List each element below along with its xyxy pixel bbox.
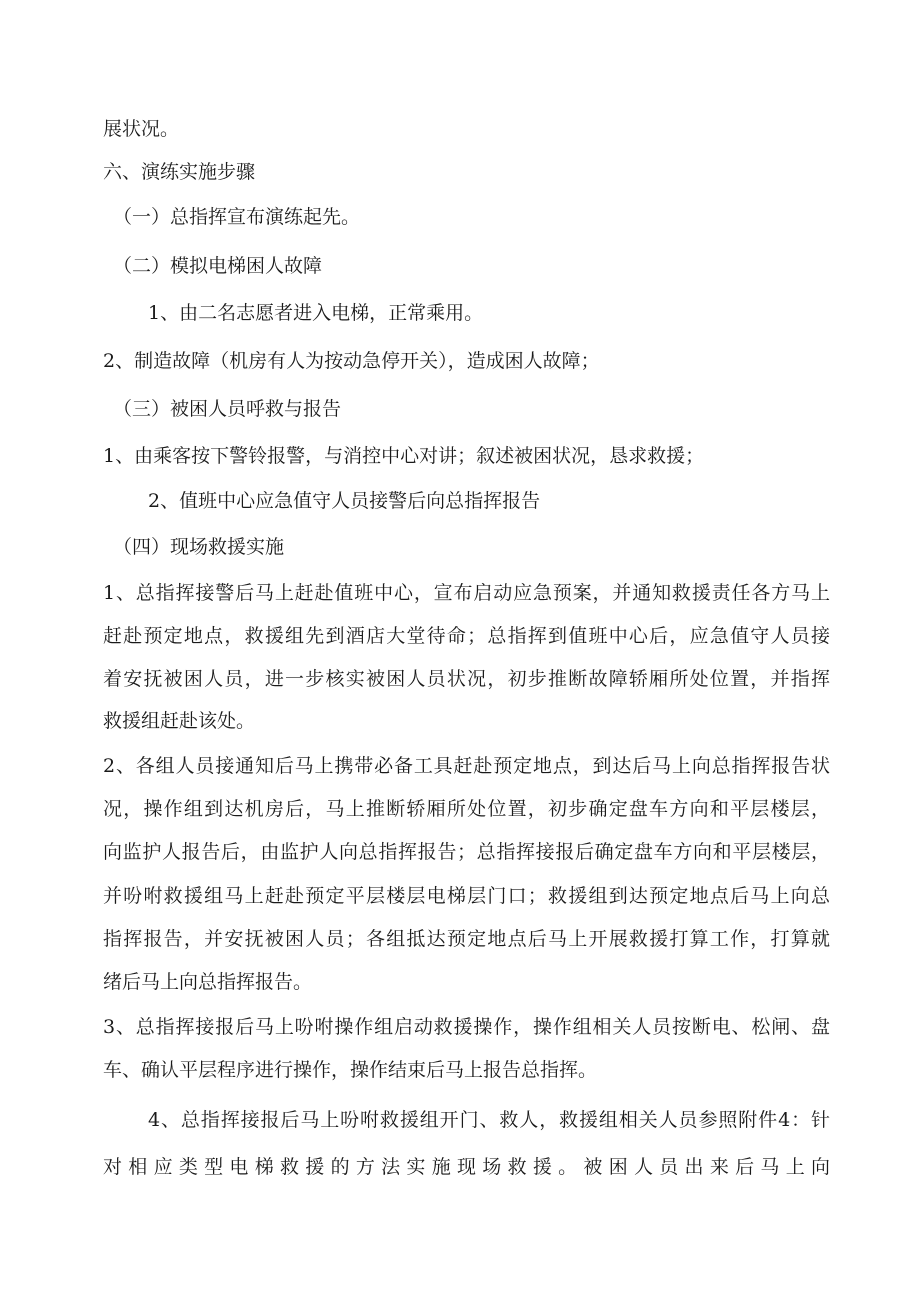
paragraph-line: 指挥报告，并安抚被困人员；各组抵达预定地点后马上开展救援打算工作，打算就 (103, 928, 830, 950)
paragraph-line: 1、总指挥接警后马上赶赴值班中心，宣布启动应急预案，并通知救援责任各方马上 (103, 582, 830, 604)
subsection-heading: （四）现场救援实施 (113, 536, 285, 558)
paragraph-line: 车、确认平层程序进行操作，操作结束后马上报告总指挥。 (103, 1059, 598, 1081)
paragraph-line: 3、总指挥接报后马上吩咐操作组启动救援操作，操作组相关人员按断电、松闸、盘 (103, 1016, 830, 1038)
subsection-heading: （一）总指挥宣布演练起先。 (113, 206, 361, 228)
list-item: 1、由二名志愿者进入电梯，正常乘用。 (148, 302, 484, 324)
paragraph-line: 4、总指挥接报后马上吩咐救援组开门、救人，救援组相关人员参照附件4：针 (148, 1109, 830, 1131)
list-item: 2、值班中心应急值守人员接警后向总指挥报告 (148, 490, 541, 512)
paragraph-line: 2、各组人员接通知后马上携带必备工具赶赴预定地点，到达后马上向总指挥报告状 (103, 755, 830, 777)
paragraph-line: 并吩咐救援组马上赶赴预定平层楼层电梯层门口；救援组到达预定地点后马上向总 (103, 885, 830, 907)
paragraph-line: 着安抚被困人员，进一步核实被困人员状况，初步推断故障轿厢所处位置，并指挥 (103, 668, 830, 690)
paragraph-line: 况，操作组到达机房后，马上推断轿厢所处位置，初步确定盘车方向和平层楼层， (103, 798, 830, 820)
paragraph-line: 绪后马上向总指挥报告。 (103, 971, 313, 993)
list-item: 1、由乘客按下警铃报警，与消控中心对讲；叙述被困状况，恳求救援； (103, 445, 705, 467)
subsection-heading: （二）模拟电梯困人故障 (113, 255, 323, 277)
section-heading: 六、演练实施步骤 (103, 161, 256, 183)
paragraph-line: 救援组赶赴该处。 (103, 710, 256, 732)
paragraph-line: 展状况。 (103, 118, 180, 140)
list-item: 2、制造故障（机房有人为按动急停开关），造成困人故障； (103, 350, 600, 372)
subsection-heading: （三）被困人员呼救与报告 (113, 398, 342, 420)
paragraph-line: 对相应类型电梯救援的方法实施现场救援。被困人员出来后马上向 (103, 1156, 830, 1178)
paragraph-line: 赶赴预定地点，救援组先到酒店大堂待命；总指挥到值班中心后，应急值守人员接 (103, 625, 830, 647)
paragraph-line: 向监护人报告后，由监护人向总指挥报告；总指挥接报后确定盘车方向和平层楼层， (103, 841, 830, 863)
